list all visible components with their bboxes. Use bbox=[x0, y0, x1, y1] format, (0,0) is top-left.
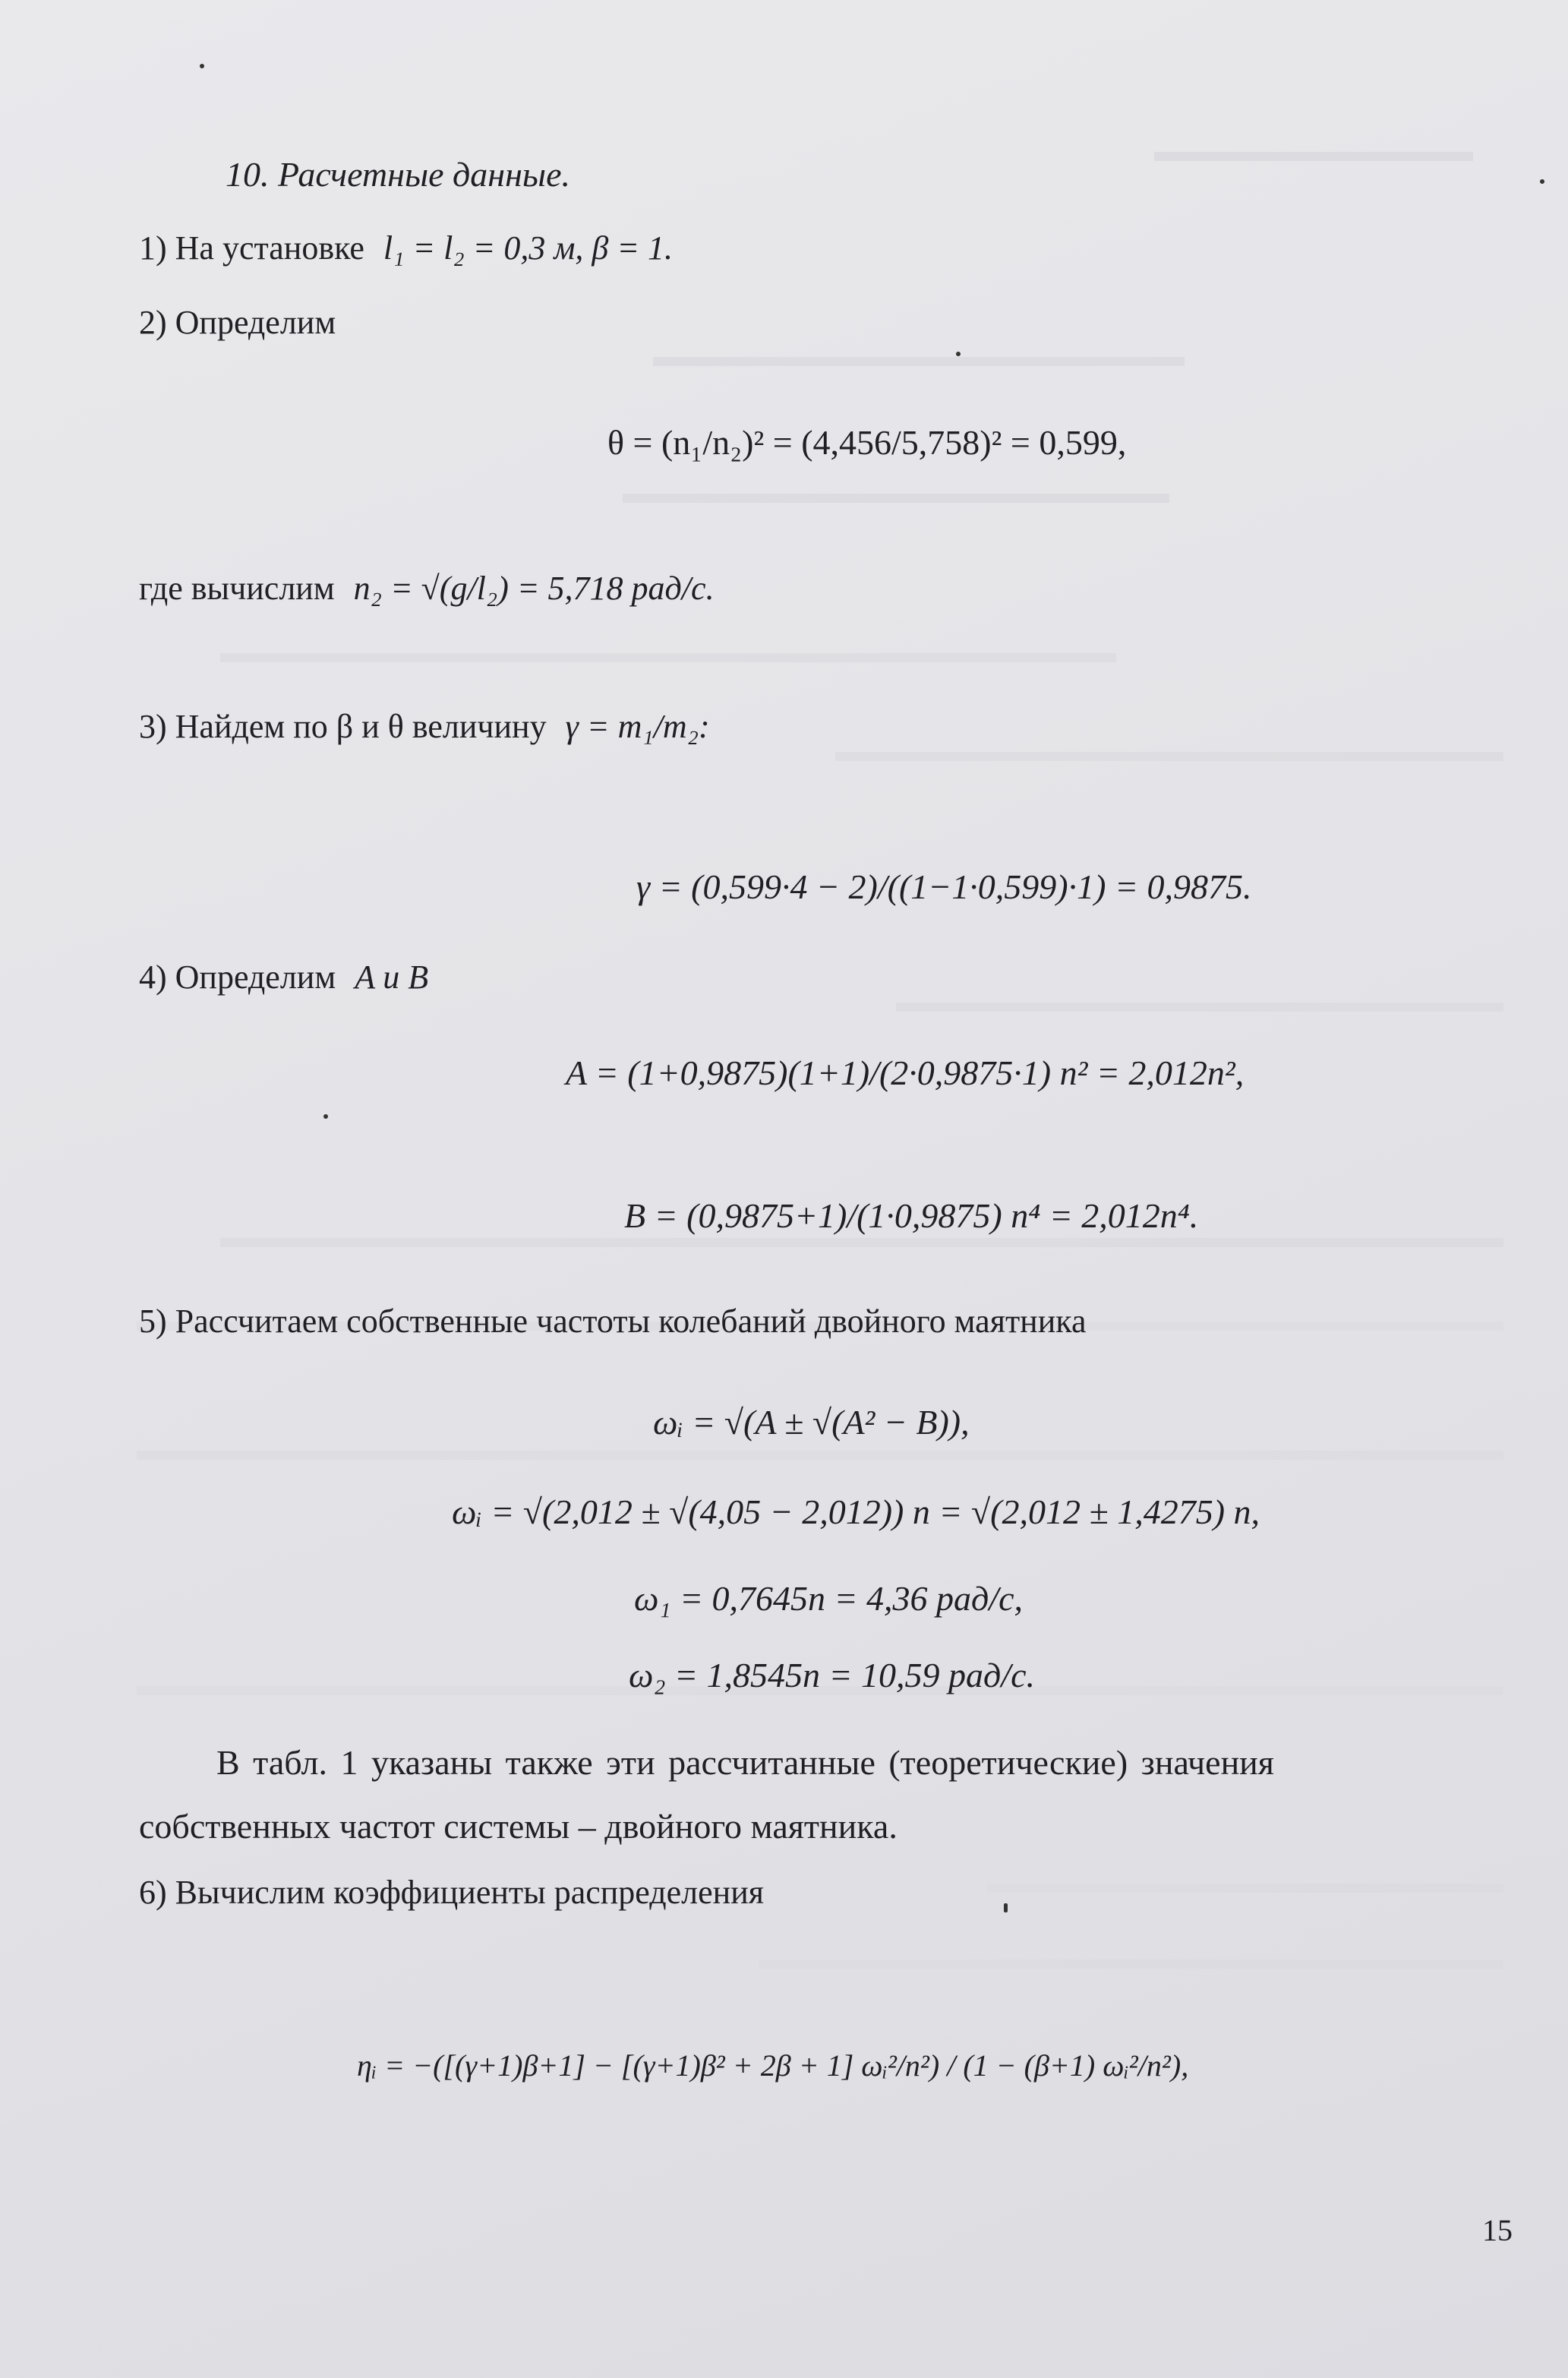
item-2-where bbox=[139, 572, 715, 605]
heading-text: 10. Расчетные данные. bbox=[226, 155, 571, 194]
gamma-result bbox=[636, 867, 1252, 906]
omega-2-text: ω₂ = 1,8545n = 10,59 рад/с. bbox=[629, 1656, 1036, 1694]
item-1-formula: l₁ = l₂ = 0,3 м, β = 1. bbox=[383, 229, 674, 267]
item-3 bbox=[139, 710, 710, 744]
item-3-label: 3) Найдем по β и θ величину bbox=[139, 708, 547, 745]
item-6 bbox=[139, 1876, 764, 1909]
scan-speck bbox=[1004, 1903, 1008, 1912]
paragraph-line-2-text: собственных частот системы – двойного маятника. bbox=[139, 1807, 898, 1846]
formula-A bbox=[566, 1053, 1245, 1092]
theta-formula bbox=[607, 425, 1126, 460]
item-1 bbox=[139, 229, 674, 267]
paragraph-line-2 bbox=[139, 1809, 898, 1844]
omega-1 bbox=[634, 1581, 1023, 1616]
scan-speck bbox=[323, 1114, 328, 1119]
formula-A-text: A = (1+0,9875)(1+1)/(2·0,9875·1) n² = 2,012n², bbox=[566, 1053, 1245, 1092]
scan-speck bbox=[1540, 179, 1544, 184]
paragraph-line-1-text: В табл. 1 указаны также эти рассчитанные (теоретические) значения bbox=[216, 1743, 1274, 1782]
item-2 bbox=[139, 306, 336, 339]
formula-B bbox=[624, 1198, 1198, 1233]
item-1-label: 1) На установке bbox=[139, 229, 364, 267]
omega-general-text: ωᵢ = √(A ± √(A² − B)), bbox=[653, 1403, 970, 1442]
gamma-definition: γ = m₁/m₂: bbox=[565, 708, 710, 745]
eta-formula-text: ηᵢ = −([(γ+1)β+1] − [(γ+1)β² + 2β + 1] ωᵢ²/n²) / (1 − (β+1) ωᵢ²/n²), bbox=[357, 2048, 1189, 2083]
page-number bbox=[1482, 2215, 1513, 2246]
page-number-text: 15 bbox=[1482, 2213, 1513, 2247]
scan-speck bbox=[200, 64, 204, 68]
paragraph-line-1 bbox=[216, 1745, 1274, 1780]
item-2-where-label: где вычислим bbox=[139, 570, 335, 607]
omega-numeric bbox=[452, 1492, 1260, 1531]
omega-2 bbox=[629, 1658, 1035, 1693]
omega-1-text: ω₁ = 0,7645n = 4,36 рад/с, bbox=[634, 1579, 1024, 1618]
theta-formula-text: θ = (n₁/n₂)² = (4,456/5,758)² = 0,599, bbox=[607, 423, 1127, 462]
item-5-label: 5) Рассчитаем собственные частоты колебаний двойного маятника bbox=[139, 1303, 1087, 1340]
eta-formula bbox=[357, 2048, 1189, 2083]
item-4-label: 4) Определим bbox=[139, 958, 336, 996]
omega-numeric-text: ωᵢ = √(2,012 ± √(4,05 − 2,012)) n = √(2,012 ± 1,4275) n, bbox=[452, 1492, 1260, 1531]
item-2-label: 2) Определим bbox=[139, 304, 336, 341]
item-4-vars: A и B bbox=[355, 958, 429, 996]
gamma-result-text: γ = (0,599·4 − 2)/((1−1·0,599)·1) = 0,9875. bbox=[636, 867, 1252, 906]
item-6-label: 6) Вычислим коэффициенты распределения bbox=[139, 1874, 764, 1911]
item-4 bbox=[139, 958, 429, 996]
scan-speck bbox=[956, 352, 961, 356]
section-heading bbox=[226, 157, 570, 192]
omega-general bbox=[653, 1405, 970, 1440]
n2-formula: n₂ = √(g/l₂) = 5,718 рад/с. bbox=[353, 570, 715, 607]
formula-B-text: B = (0,9875+1)/(1·0,9875) n⁴ = 2,012n⁴. bbox=[624, 1196, 1199, 1235]
item-5 bbox=[139, 1305, 1087, 1338]
